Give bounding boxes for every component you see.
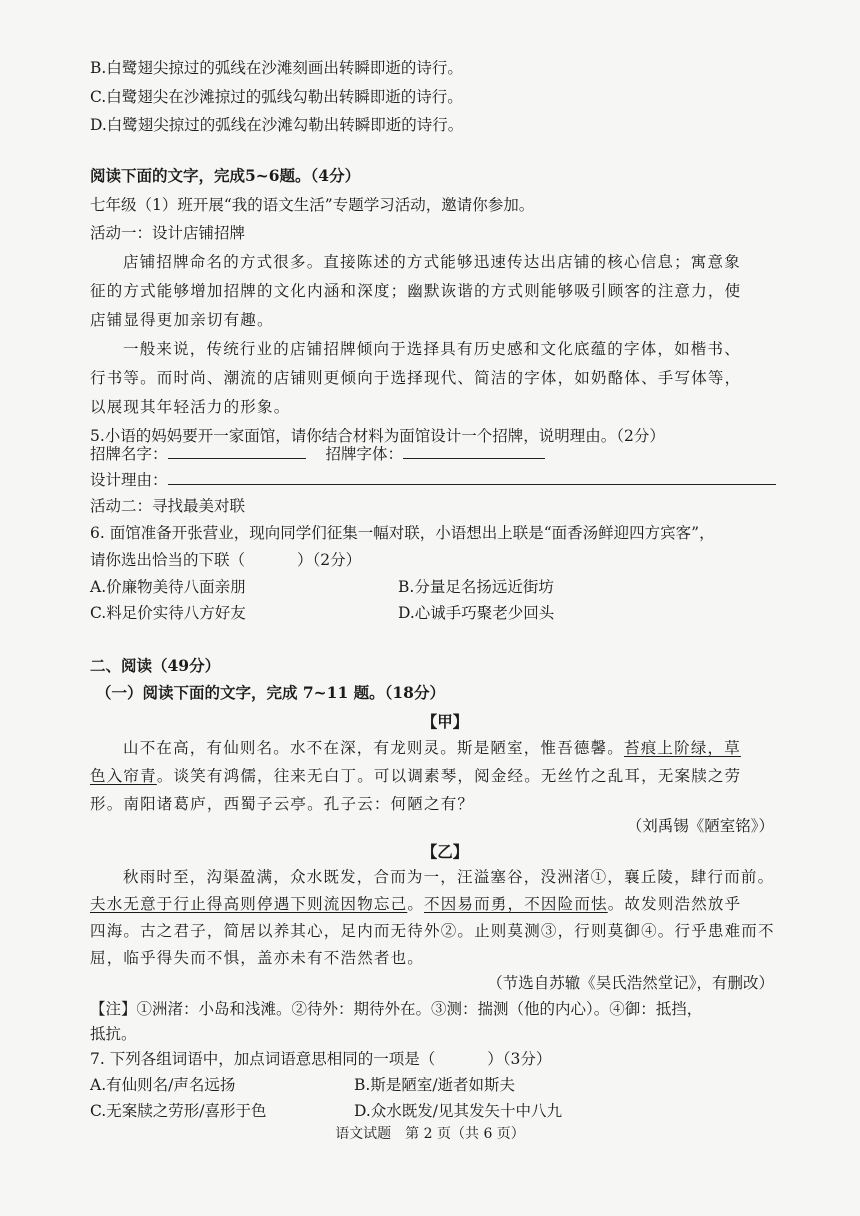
jia-line1: 山不在高，有仙则名。水不在深，有龙则灵。斯是陋室，惟吾德馨。苔痕上阶绿，草	[123, 739, 741, 757]
activity-intro: 七年级（1）班开展“我的语文生活”专题学习活动，邀请你参加。	[90, 196, 535, 214]
yi-line1: 秋雨时至，沟渠盈满，众水既发，合而为一，汪溢塞谷，没洲渚①，襄丘陵，肆行而前。	[123, 868, 775, 886]
jia-line3: 形。南阳诸葛庐，西蜀子云亭。孔子云：何陋之有？	[90, 795, 475, 813]
yi-line2: 夫水无意于行止得高则停遇下则流因物忘己。不因易而勇，不因险而怯。故发则浩然放乎	[90, 895, 742, 913]
page-footer: 语文试题 第 2 页（共 6 页）	[335, 1126, 525, 1142]
text-jia-title: 【甲】	[421, 712, 469, 731]
shop-font-blank[interactable]	[403, 442, 545, 459]
reading-heading: 阅读下面的文字，完成5~6题。（4分）	[90, 166, 361, 185]
q6-option-d: D.心诚手巧聚老少回头	[398, 604, 555, 622]
q4-option-b: B.白鹭翅尖掠过的弧线在沙滩刻画出转瞬即逝的诗行。	[90, 59, 463, 77]
material-para1-line1: 店铺招牌命名的方式很多。直接陈述的方式能够迅速传达出店铺的核心信息；寓意象	[123, 253, 741, 271]
shop-name-blank[interactable]	[168, 442, 306, 459]
q5-stem: 5.小语的妈妈要开一家面馆，请你结合材料为面馆设计一个招牌，说明理由。（2分）	[90, 427, 665, 445]
q7-option-b: B.斯是陋室/逝者如斯夫	[354, 1076, 516, 1094]
q7-option-c: C.无案牍之劳形/喜形于色	[90, 1102, 267, 1120]
q7-stem: 7. 下列各组词语中，加点词语意思相同的一项是（ ）（3分）	[90, 1050, 552, 1068]
q4-option-c: C.白鹭翅尖在沙滩掠过的弧线勾勒出转瞬即逝的诗行。	[90, 88, 463, 106]
q6-stem-line2: 请你选出恰当的下联（ ）（2分）	[90, 551, 362, 569]
q6-stem-line1: 6. 面馆准备开张营业，现向同学们征集一幅对联，小语想出上联是“面香汤鲜迎四方宾客”，	[90, 524, 715, 542]
underlined-sentence: 苔痕上阶绿，草	[624, 739, 741, 757]
q5-reason-row	[90, 468, 776, 491]
q5-name-row	[90, 442, 545, 465]
jia-line2: 色入帘青。谈笑有鸿儒，往来无白丁。可以调素琴，阅金经。无丝竹之乱耳，无案牍之劳	[90, 767, 742, 785]
yi-line4: 屈，临乎得失而不惧，盖亦未有不浩然者也。	[90, 949, 425, 967]
section-two-subtitle: （一）阅读下面的文字，完成 7~11 题。（18分）	[96, 683, 445, 702]
q7-option-d: D.众水既发/见其发矢十中八九	[354, 1102, 563, 1120]
activity-one-title: 活动一：设计店铺招牌	[90, 224, 246, 242]
activity-two-title: 活动二：寻找最美对联	[90, 497, 246, 515]
design-reason-blank[interactable]	[168, 468, 776, 485]
material-para2-line1: 一般来说，传统行业的店铺招牌倾向于选择具有历史感和文化底蕴的字体，如楷书、	[123, 340, 741, 358]
q6-option-a: A.价廉物美待八面亲朋	[90, 578, 246, 596]
underlined-sentence: 色入帘青	[90, 767, 157, 785]
underlined-sentence: 夫水无意于行止得高则停遇下则流因物忘己	[90, 895, 408, 913]
material-para1-line3: 店铺显得更加亲切有趣。	[90, 311, 274, 329]
annotation-line1: 【注】①洲渚：小岛和浅滩。②待外：期待外在。③测：揣测（他的内心）。④御：抵挡，	[90, 1000, 703, 1018]
yi-line3: 四海。古之君子，简居以养其心，足内而无待外②。止则莫测③，行则莫御④。行乎患难而不	[90, 922, 775, 940]
material-para2-line3: 以展现其年轻活力的形象。	[90, 398, 291, 416]
q5-font-label: 招牌字体：	[325, 445, 404, 463]
q6-option-b: B.分量足名扬远近街坊	[398, 578, 554, 596]
q6-option-c: C.料足价实待八方好友	[90, 604, 246, 622]
q5-name-label: 招牌名字：	[90, 445, 168, 463]
section-two-title: 二、阅读（49分）	[90, 656, 221, 675]
jia-source: （刘禹锡《陋室铭》）	[626, 817, 774, 835]
q7-option-a: A.有仙则名/声名远扬	[90, 1076, 236, 1094]
yi-source: （节选自苏辙《吴氏浩然堂记》，有删改）	[487, 974, 774, 992]
material-para1-line2: 征的方式能够增加招牌的文化内涵和深度；幽默诙谐的方式则能够吸引顾客的注意力，使	[90, 282, 742, 300]
text-yi-title: 【乙】	[421, 842, 469, 861]
q4-option-d: D.白鹭翅尖掠过的弧线在沙滩勾勒出转瞬即逝的诗行。	[90, 116, 464, 134]
q5-reason-label: 设计理由：	[90, 471, 168, 489]
material-para2-line2: 行书等。而时尚、潮流的店铺则更倾向于选择现代、简洁的字体，如奶酪体、手写体等，	[90, 369, 742, 387]
annotation-line2: 抵抗。	[90, 1025, 137, 1043]
underlined-sentence: 不因易而勇，不因险而怯	[424, 895, 608, 913]
